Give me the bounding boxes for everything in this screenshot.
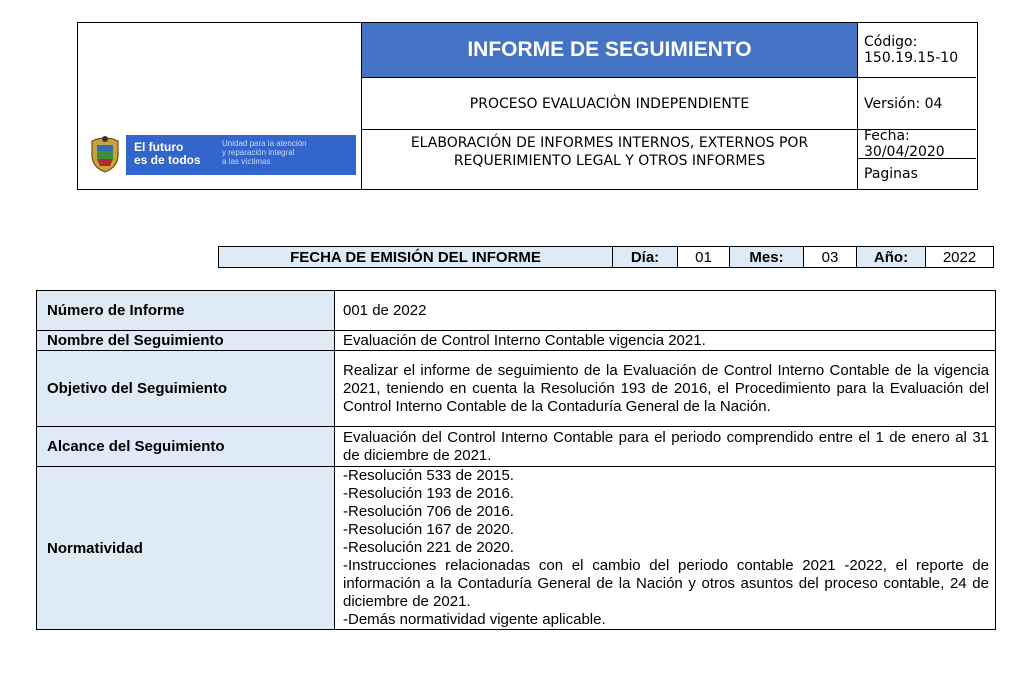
regulation-item: -Resolución 167 de 2020. xyxy=(343,521,514,538)
coat-of-arms-icon xyxy=(88,135,122,173)
document-pages: Paginas xyxy=(864,166,918,182)
report-number-label: Número de Informe xyxy=(37,291,335,331)
regulations-label: Normatividad xyxy=(37,467,335,630)
procedure-name: ELABORACIÓN DE INFORMES INTERNOS, EXTERNOS POR REQUERIMIENTO LEGAL Y OTROS INFORMES xyxy=(410,135,809,169)
regulation-item: -Resolución 706 de 2016. xyxy=(343,503,514,520)
document-header xyxy=(77,22,978,190)
scope-label: Alcance del Seguimiento xyxy=(37,427,335,467)
emission-date-row xyxy=(218,246,994,268)
day-value: 01 xyxy=(678,247,730,267)
month-value: 03 xyxy=(804,247,857,267)
logo-main-text xyxy=(134,141,201,167)
emission-date-label: FECHA DE EMISIÓN DEL INFORME xyxy=(219,247,613,267)
report-info-table xyxy=(36,290,996,630)
table-row xyxy=(37,331,996,351)
process-name: PROCESO EVALUACIÒN INDEPENDIENTE xyxy=(362,78,857,130)
tracking-name-label: Nombre del Seguimiento xyxy=(37,331,335,351)
scope-value: Evaluación del Control Interno Contable para el periodo comprendido entre el 1 de enero al 31 de diciembre de 2021. xyxy=(335,427,996,467)
document-title: INFORME DE SEGUIMIENTO xyxy=(362,23,857,78)
logo-sub-line1: Unidad para la atención xyxy=(222,139,307,148)
entity-logo xyxy=(88,135,356,175)
logo-main-line1: El futuro xyxy=(134,140,184,154)
logo-sub-line3: a las víctimas xyxy=(222,157,271,166)
year-value: 2022 xyxy=(926,247,993,267)
table-row xyxy=(37,351,996,427)
logo-sub-text xyxy=(222,139,307,166)
report-number-value: 001 de 2022 xyxy=(335,291,996,331)
objective-value: Realizar el informe de seguimiento de la Evaluación de Control Interno Contable de la vigencia 2021, teniendo en cuenta la Resolución 193 de 2016, el Procedimiento para la Evaluación del Control Interno Contable de la Contaduría General de la Nación. xyxy=(335,351,996,427)
table-row xyxy=(37,427,996,467)
document-code: Código: 150.19.15-10 xyxy=(858,23,976,78)
logo-sub-line2: y reparación integral xyxy=(222,148,295,157)
table-row xyxy=(37,467,996,630)
regulation-item: -Resolución 221 de 2020. xyxy=(343,539,514,556)
regulation-item: -Demás normatividad vigente aplicable. xyxy=(343,611,606,628)
objective-label: Objetivo del Seguimiento xyxy=(37,351,335,427)
document-date: Fecha: 30/04/2020 xyxy=(858,130,976,159)
regulation-item: -Resolución 533 de 2015. xyxy=(343,467,514,484)
header-metadata xyxy=(857,23,977,189)
year-label: Año: xyxy=(857,247,926,267)
tracking-name-value: Evaluación de Control Interno Contable vigencia 2021. xyxy=(335,331,996,351)
header-middle xyxy=(362,23,857,189)
logo-cell xyxy=(78,23,362,189)
logo-banner xyxy=(126,135,356,175)
regulation-item: -Instrucciones relacionadas con el cambio del periodo contable 2021 -2022, el reporte de información a la Contaduría General de la Nación y otros asuntos del proceso contable, 24 de diciembre de 2021. xyxy=(343,557,989,610)
document-version: Versión: 04 xyxy=(858,78,976,130)
logo-main-line2: es de todos xyxy=(134,153,201,167)
day-label: Día: xyxy=(613,247,678,267)
month-label: Mes: xyxy=(730,247,804,267)
table-row xyxy=(37,291,996,331)
regulation-item: -Resolución 193 de 2016. xyxy=(343,485,514,502)
regulations-value xyxy=(335,467,996,630)
